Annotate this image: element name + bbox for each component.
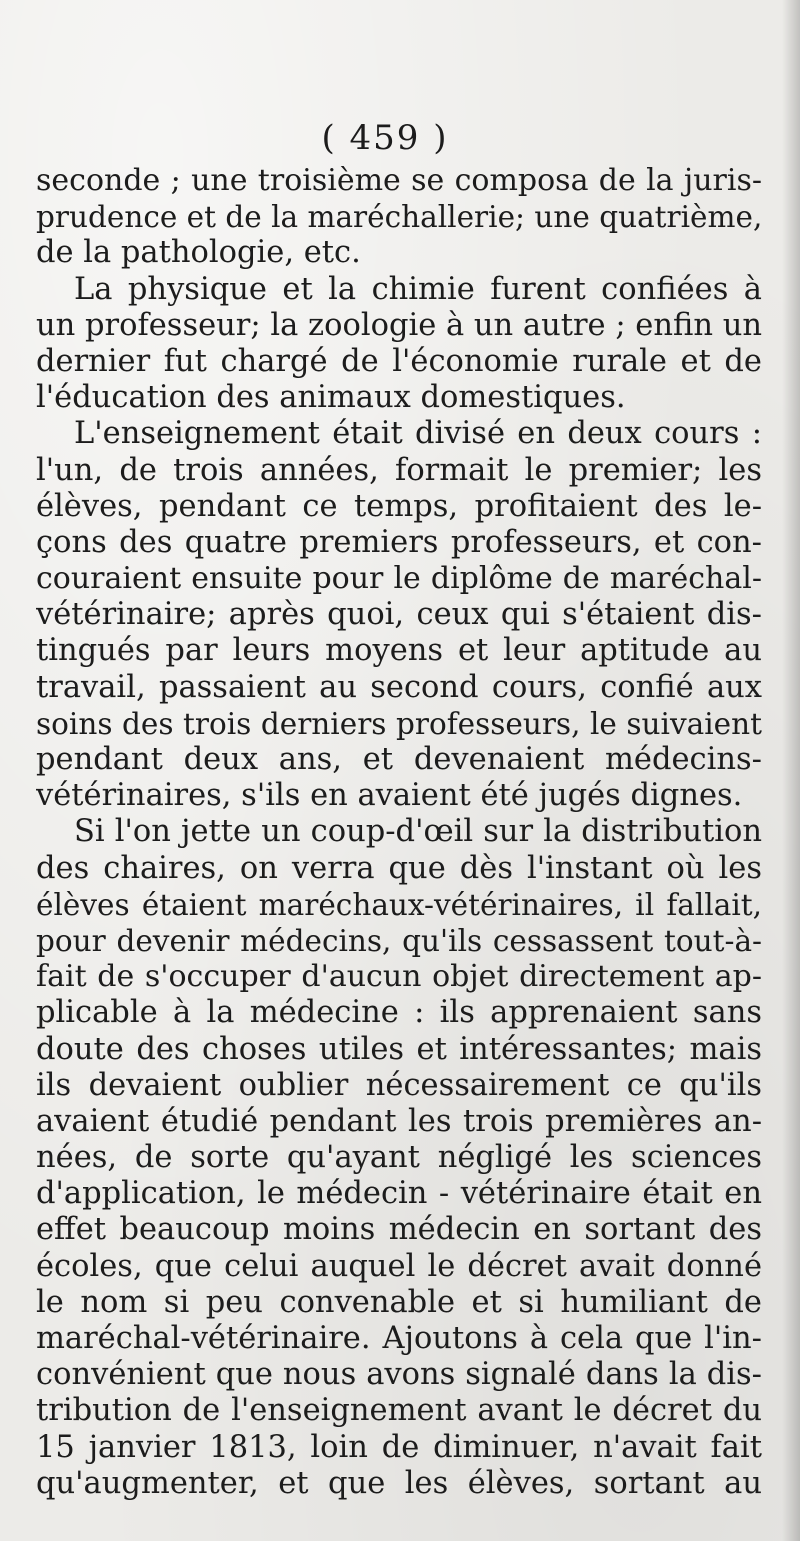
body-text [36,163,762,1502]
text-line: Si l'on jette un coup-d'œil sur la distribution [74,814,762,850]
text-line: l'éducation des animaux domestiques. [36,380,626,416]
text-line: tingués par leurs moyens et leur aptitude au [36,633,762,669]
text-line: ils devaient oublier nécessairement ce qu'ils [36,1067,762,1103]
text-line: nées, de sorte qu'ayant négligé les sciences [36,1140,762,1176]
text-line: l'un, de trois années, formait le premier; les [36,452,762,488]
text-line: couraient ensuite pour le diplôme de maréchal- [36,561,762,597]
page-edge-shadow [782,0,800,1541]
text-line: pour devenir médecins, qu'ils cessassent tout-à- [36,923,762,958]
text-line: maréchal-vétérinaire. Ajoutons à cela que l'in- [36,1321,762,1356]
text-line: d'application, le médecin - vétérinaire était en [36,1176,762,1212]
page-number: ( 459 ) [321,118,449,158]
text-line: des chaires, on verra que dès l'instant où les [36,850,762,886]
text-line: vétérinaires, s'ils en avaient été jugés dignes. [36,778,743,814]
text-line: convénient que nous avons signalé dans la dis- [36,1357,762,1393]
text-line: doute des choses utiles et intéressantes; mais [36,1031,762,1067]
text-line: de la pathologie, etc. [36,235,361,271]
text-line: le nom si peu convenable et si humiliant de [36,1284,762,1320]
text-line: dernier fut chargé de l'économie rurale et de [36,343,762,379]
text-line: L'enseignement était divisé en deux cours : [74,416,762,452]
text-line: élèves étaient maréchaux-vétérinaires, il fallait, [36,887,762,922]
text-line: travail, passaient au second cours, confié aux [36,669,762,705]
text-line: effet beaucoup moins médecin en sortant des [36,1212,762,1248]
text-line: élèves, pendant ce temps, profitaient des le- [36,488,762,524]
text-line: écoles, que celui auquel le décret avait donné [36,1248,762,1284]
text-line: plicable à la médecine : ils apprenaient sans [36,995,762,1031]
text-line: avaient étudié pendant les trois premières an- [36,1103,762,1139]
text-line: un professeur; la zoologie à un autre ; enfin un [36,307,762,343]
text-line: vétérinaire; après quoi, ceux qui s'étaient dis- [36,597,762,633]
text-line: soins des trois derniers professeurs, le suivaient [36,706,762,741]
text-line: pendant deux ans, et devenaient médecins- [36,742,762,777]
text-line: seconde ; une troisième se composa de la juris- [36,163,762,198]
text-line: prudence et de la maréchallerie; une quatrième, [36,200,762,235]
text-line: tribution de l'enseignement avant le décret du [36,1393,762,1429]
text-line: fait de s'occuper d'aucun objet directement ap- [36,959,762,995]
text-line: 15 janvier 1813, loin de diminuer, n'avait fait [36,1429,762,1465]
text-line: La physique et la chimie furent confiées à [74,271,762,307]
text-line: çons des quatre premiers professeurs, et con- [36,524,762,560]
text-line: qu'augmenter, et que les élèves, sortant au [36,1465,762,1501]
